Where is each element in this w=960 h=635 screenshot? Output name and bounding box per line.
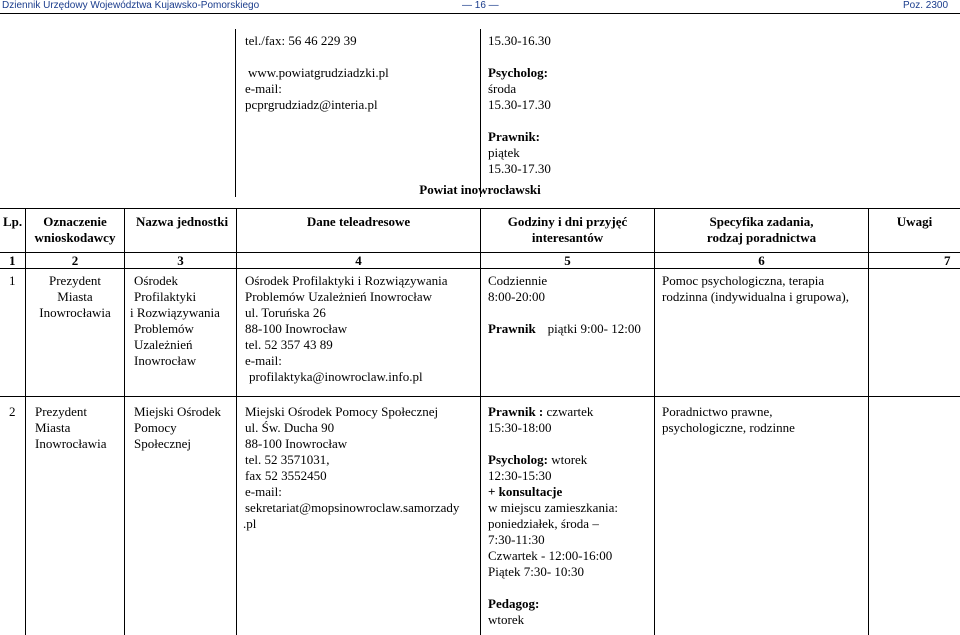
- row2-dane-3: 88-100 Inowrocław: [245, 436, 348, 451]
- row1-wnioskodawca-2: Miasta: [57, 289, 93, 304]
- col-number-3: 3: [177, 253, 184, 268]
- row1-jednostka-2: Profilaktyki: [134, 289, 197, 304]
- col-number-4: 4: [355, 253, 362, 268]
- row1-prawnik-value: piątki 9:00- 12:00: [547, 321, 641, 336]
- row1-wnioskodawca-1: Prezydent: [49, 273, 101, 288]
- top-prawnik-day: piątek: [488, 145, 520, 160]
- row2-dane-7: sekretariat@mopsinowroclaw.samorzady: [245, 500, 460, 515]
- col-header-oznaczenie-1: Oznaczenie: [43, 214, 107, 229]
- row2-jednostka-1: Miejski Ośrodek: [134, 404, 222, 419]
- row1-specyfika-1: Pomoc psychologiczna, terapia: [662, 273, 825, 288]
- row1-dane-3: ul. Toruńska 26: [245, 305, 326, 320]
- row2-prawnik-label: Prawnik :: [488, 404, 544, 419]
- row1-godziny-2: 8:00-20:00: [488, 289, 546, 304]
- row2-psycholog: [488, 452, 587, 468]
- row1-dane-4: 88-100 Inowrocław: [245, 321, 348, 336]
- row1-jednostka-3: i Rozwiązywania: [130, 305, 220, 320]
- row1-godziny-1: Codziennie: [488, 273, 548, 288]
- row2-dane-1: Miejski Ośrodek Pomocy Społecznej: [245, 404, 439, 419]
- contact-email-label: e-mail:: [245, 81, 282, 96]
- row1-godziny-prawnik: [488, 321, 641, 337]
- col-number-2: 2: [71, 253, 79, 268]
- row1-jednostka-6: Inowrocław: [134, 353, 197, 368]
- col-number-7: 7: [944, 253, 951, 268]
- row2-jednostka-2: Pomocy: [134, 420, 177, 435]
- col-header-specyfika-1: Specyfika zadania,: [709, 214, 814, 229]
- row2-pedagog-day: wtorek: [488, 612, 525, 627]
- row1-jednostka-4: Problemów: [134, 321, 194, 336]
- top-psycholog-hours: 15.30-17.30: [488, 97, 551, 112]
- row2-czwartek: Czwartek - 12:00-16:00: [488, 548, 613, 563]
- col-divider-4: [480, 208, 481, 635]
- top-divider-left: [235, 29, 236, 197]
- col-divider-5: [654, 208, 655, 635]
- row2-dane-6: e-mail:: [245, 484, 282, 499]
- row2-piatek: Piątek 7:30- 10:30: [488, 564, 585, 579]
- contact-email: pcprgrudziadz@interia.pl: [245, 97, 378, 112]
- section-title: Powiat inowrocławski: [419, 182, 541, 197]
- row2-specyfika-1: Poradnictwo prawne,: [662, 404, 773, 419]
- row2-pon-sr: poniedziałek, środa –: [488, 516, 599, 531]
- row1-prawnik-label: Prawnik: [488, 321, 536, 336]
- row1-dane-2: Problemów Uzależnień Inowrocław: [245, 289, 432, 304]
- row2-psycholog-day: wtorek: [547, 452, 588, 467]
- row1-dane-5: tel. 52 357 43 89: [245, 337, 333, 352]
- row2-wnioskodawca-3: Inowrocławia: [35, 436, 107, 451]
- row2-psycholog-label: Psycholog:: [488, 452, 548, 467]
- col-header-uwagi: Uwagi: [896, 214, 933, 229]
- page-number: — 16 —: [462, 0, 499, 11]
- col-number-6: 6: [758, 253, 765, 268]
- hours-first: 15.30-16.30: [488, 33, 551, 48]
- row1-dane-7: profilaktyka@inowroclaw.info.pl: [249, 369, 423, 384]
- row1-dane-1: Ośrodek Profilaktyki i Rozwiązywania: [245, 273, 448, 288]
- journal-title: Dziennik Urzędowy Województwa Kujawsko-Pomorskiego: [2, 0, 260, 11]
- col-header-godziny-2: interesantów: [531, 230, 604, 245]
- row2-dane-8: .pl: [243, 516, 257, 531]
- header-rule: [0, 13, 960, 14]
- top-psycholog-label: Psycholog:: [488, 65, 548, 80]
- row2-prawnik-hours: 15:30-18:00: [488, 420, 552, 435]
- row1-jednostka-5: Uzależnień: [134, 337, 193, 352]
- col-header-specyfika-2: rodzaj poradnictwa: [706, 230, 817, 245]
- row2-wnioskodawca-1: Prezydent: [35, 404, 87, 419]
- row2-dane-5: fax 52 3552450: [245, 468, 327, 483]
- contact-phone: tel./fax: 56 46 229 39: [245, 33, 357, 48]
- top-prawnik-label: Prawnik:: [488, 129, 540, 144]
- col-header-nazwa: Nazwa jednostki: [136, 214, 229, 229]
- col-header-godziny-1: Godziny i dni przyjęć: [507, 214, 628, 229]
- row2-miejsce: w miejscu zamieszkania:: [488, 500, 618, 515]
- row2-jednostka-3: Społecznej: [134, 436, 192, 451]
- top-psycholog-day: środa: [488, 81, 517, 96]
- col-number-5: 5: [564, 253, 571, 268]
- row2-prawnik: [488, 404, 593, 420]
- col-divider-2: [124, 208, 125, 635]
- row2-dane-4: tel. 52 3571031,: [245, 452, 330, 467]
- col-header-oznaczenie-2: wnioskodawcy: [34, 230, 116, 245]
- top-divider-right: [480, 29, 481, 197]
- row2-pedagog-label: Pedagog:: [488, 596, 540, 611]
- row1-jednostka-1: Ośrodek: [134, 273, 179, 288]
- col-header-lp: Lp.: [3, 214, 23, 229]
- row1-dane-6: e-mail:: [245, 353, 282, 368]
- row1-specyfika-2: rodzinna (indywidualna i grupowa),: [662, 289, 850, 304]
- contact-www: www.powiatgrudziadzki.pl: [248, 65, 389, 80]
- page-header: [0, 0, 960, 13]
- top-prawnik-hours: 15.30-17.30: [488, 161, 551, 176]
- row2-konsultacje: + konsultacje: [488, 484, 563, 499]
- row2-psycholog-hours: 12:30-15:30: [488, 468, 552, 483]
- row1-wnioskodawca-3: Inowrocławia: [39, 305, 111, 320]
- row2-dane-2: ul. Św. Ducha 90: [245, 420, 335, 435]
- col-number-1: 1: [9, 253, 16, 268]
- row2-prawnik-day: czwartek: [543, 404, 594, 419]
- col-divider-3: [236, 208, 237, 635]
- row2-wnioskodawca-2: Miasta: [35, 420, 71, 435]
- row2-specyfika-2: psychologiczne, rodzinne: [662, 420, 795, 435]
- col-divider-6: [868, 208, 869, 635]
- position-number: Poz. 2300: [903, 0, 949, 11]
- row2-pon-sr-hours: 7:30-11:30: [488, 532, 545, 547]
- col-header-dane: Dane teleadresowe: [306, 214, 411, 229]
- row1-lp: 1: [9, 273, 16, 288]
- row2-lp: 2: [9, 404, 16, 419]
